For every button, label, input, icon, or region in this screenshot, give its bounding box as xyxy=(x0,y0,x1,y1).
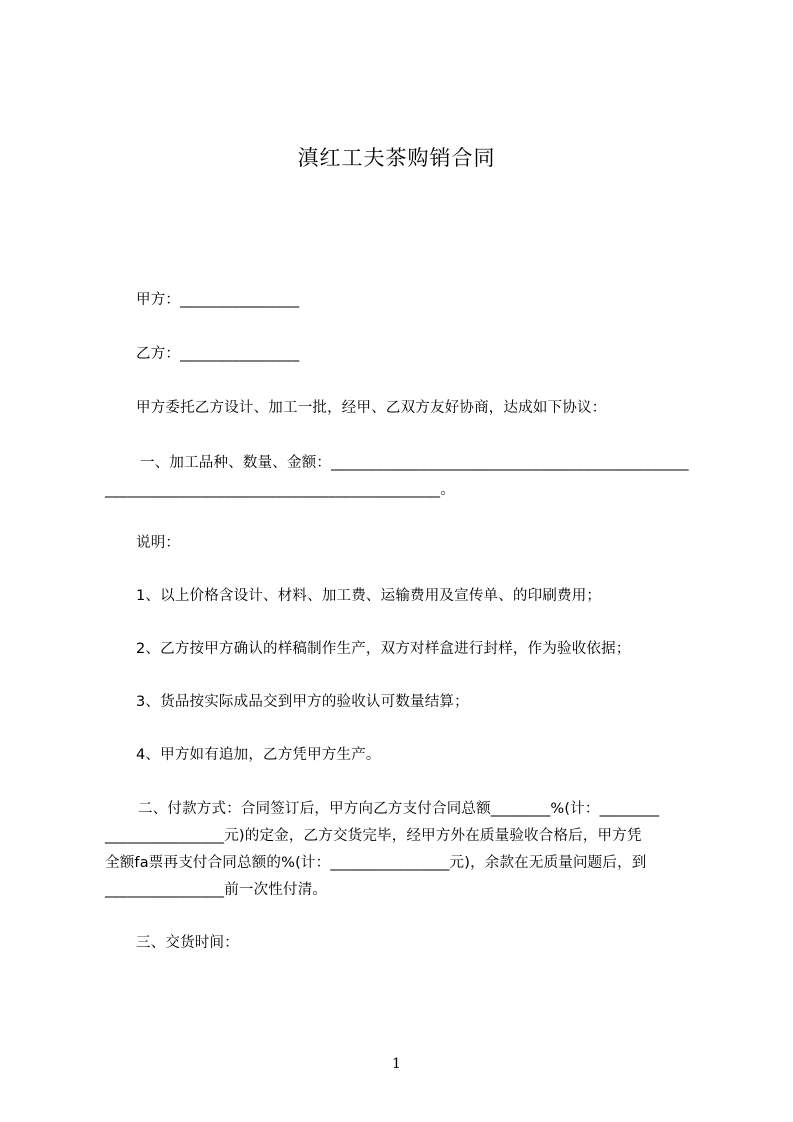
section1-line1: 一、加工品种、数量、金额：________________________________________________ xyxy=(140,455,689,471)
note-item-3: 3、货品按实际成品交到甲方的验收认可数量结算； xyxy=(136,694,469,710)
intro-paragraph: 甲方委托乙方设计、加工一批，经甲、乙双方友好协商，达成如下协议： xyxy=(136,400,607,416)
section3-heading: 三、交货时间： xyxy=(136,935,239,951)
note-item-1: 1、以上价格含设计、材料、加工费、运输费用及宣传单、的印刷费用； xyxy=(136,588,602,604)
section1-line2: _____________________________________________。 xyxy=(105,482,455,498)
section2-line3: 全额fa票再支付合同总额的%(计：________________元)，余款在无质量问题后，到 xyxy=(105,855,647,871)
page-number: 1 xyxy=(392,1056,401,1072)
document-title: 滇红工夫茶购销合同 xyxy=(297,146,496,170)
note-item-4: 4、甲方如有追加，乙方凭甲方生产。 xyxy=(136,747,381,763)
party-b-line: 乙方：________________ xyxy=(136,346,300,362)
section2-line1: 二、付款方式：合同签订后，甲方向乙方支付合同总额________%(计：________ xyxy=(138,801,660,817)
section2-line4: ________________前一次性付清。 xyxy=(105,882,328,898)
party-a-line: 甲方：________________ xyxy=(136,292,300,308)
note-item-2: 2、乙方按甲方确认的样稿制作生产，双方对样盒进行封样，作为验收依据； xyxy=(136,641,631,657)
notes-heading: 说明： xyxy=(136,535,181,551)
section2-line2: ________________元)的定金，乙方交货完毕，经甲方外在质量验收合格后，甲方凭 xyxy=(105,828,642,844)
